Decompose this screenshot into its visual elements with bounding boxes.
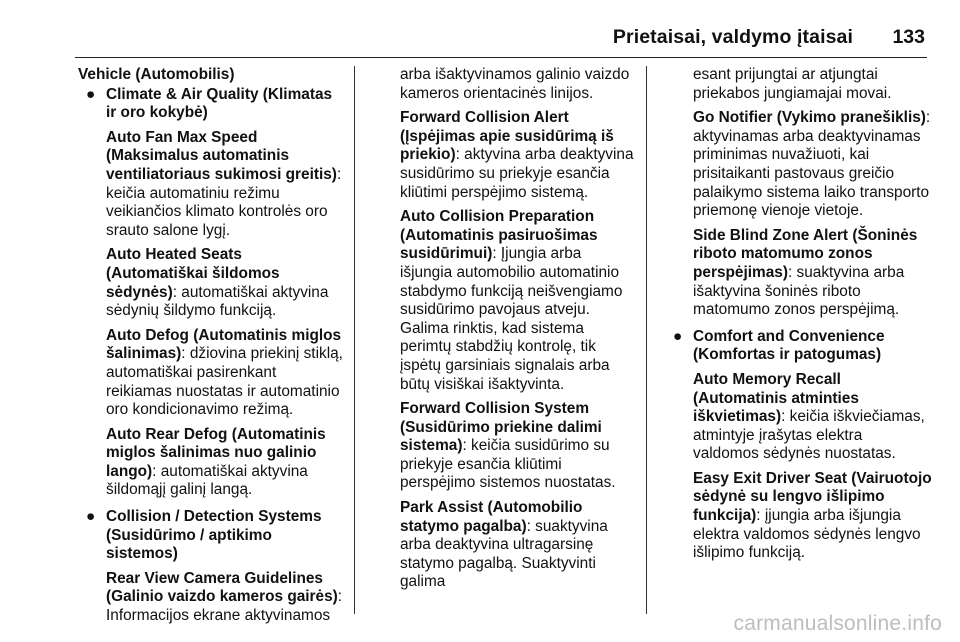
entry: Forward Collision System (Susidūrimo priekine dalimi sistema): keičia susidūrimo su priekyje esančia kliūtimi perspėjimo sistemos nuostatas. xyxy=(400,400,616,492)
entry: Auto Defog (Automatinis miglos šalinimas): džiovina priekinį stiklą, automatiškai pasirenkant reikiamas nuostatas ir automatinio oro kondicionavimo režimą. xyxy=(106,326,343,419)
page-header xyxy=(75,22,927,58)
entry: Forward Collision Alert (Įspėjimas apie susidūrimą iš priekio): aktyvina arba deaktyvina susidūrimo su priekyje esančia kliūtimi perspėjimo sistemą. xyxy=(400,109,634,201)
bullet-heading: ● Climate & Air Quality (Klimatas ir oro kokybė) xyxy=(86,85,333,122)
entry: Auto Heated Seats (Automatiškai šildomos sėdynės): automatiškai aktyvina sėdynių šildymo funkciją. xyxy=(106,246,329,320)
entry: Rear View Camera Guidelines (Galinio vaizdo kameros gairės): Informacijos ekrane aktyvinamos xyxy=(106,569,343,625)
text-column-2 xyxy=(400,66,636,592)
bullet-icon: ● xyxy=(86,85,96,103)
bullet-icon: ● xyxy=(86,508,96,526)
continuation-text: arba išaktyvinamos galinio vaizdo kameros orientacinės linijos. xyxy=(400,66,630,102)
continuation-text: esant prijungtai ar atjungtai priekabos jungiamajai movai. xyxy=(693,66,892,102)
page-number: 133 xyxy=(892,26,925,48)
watermark: carmanualsonline.info xyxy=(733,612,942,635)
section-title: Vehicle (Automobilis) xyxy=(78,66,235,83)
entry: Side Blind Zone Alert (Šoninės riboto matomumo zonos perspėjimas): suaktyvina arba išaktyvina šoninės riboto matomumo zonos perspėjimą. xyxy=(693,226,918,319)
entry: Auto Fan Max Speed (Maksimalus automatinis ventiliatoriaus sukimosi greitis): keičia automatiniu režimu veikiančios klimato kontrolės oro srauto salone lygį. xyxy=(106,128,342,239)
column-divider xyxy=(646,66,647,614)
entry: Park Assist (Automobilio statymo pagalba): suaktyvina arba deaktyvina ultragarsinę statymo pagalbą. Suaktyvinti galima xyxy=(400,499,608,591)
bullet-icon: ● xyxy=(673,327,683,345)
entry: Auto Collision Preparation (Automatinis pasiruošimas susidūrimui): Įjungia arba išjungia automobilio automatinio stabdymo funkciją neišvengiamo susidūrimo pavojaus atveju. Galima rinktis, kad sistema perimtų stabdžių kontrolę, tik įspėtų garsiniais signalais arba būtų visiškai išaktyvinta. xyxy=(400,208,623,393)
text-column-1 xyxy=(78,66,346,626)
entry: Auto Memory Recall (Automatinis atminties iškvietimas): keičia iškviečiamas, atmintyje įrašytas elektra valdomos sėdynės nuostatas. xyxy=(693,370,925,463)
entry: Go Notifier (Vykimo pranešiklis): aktyvinamas arba deaktyvinamas priminimas nuvažiuoti, kai prisitaikanti pastovaus greičio palaikymo sistema laiko transporto priemonę vienoje vietoje. xyxy=(693,109,931,220)
entry: Auto Rear Defog (Automatinis miglos šalinimas nuo galinio lango): automatiškai aktyvina šildomąjį galinį langą. xyxy=(106,425,326,499)
column-divider xyxy=(354,66,355,614)
text-column-3 xyxy=(673,66,932,563)
page-title: Prietaisai, valdymo įtaisai xyxy=(612,26,853,48)
bullet-heading: ● Comfort and Convenience (Komfortas ir patogumas) xyxy=(673,327,885,364)
entry: Easy Exit Driver Seat (Vairuotojo sėdynė su lengvo išlipimo funkcija): įjungia arba išjungia elektra valdomos sėdynės lengvo išlipimo funkciją. xyxy=(693,469,932,562)
bullet-heading: ● Collision / Detection Systems (Susidūrimo / aptikimo sistemos) xyxy=(86,508,322,563)
